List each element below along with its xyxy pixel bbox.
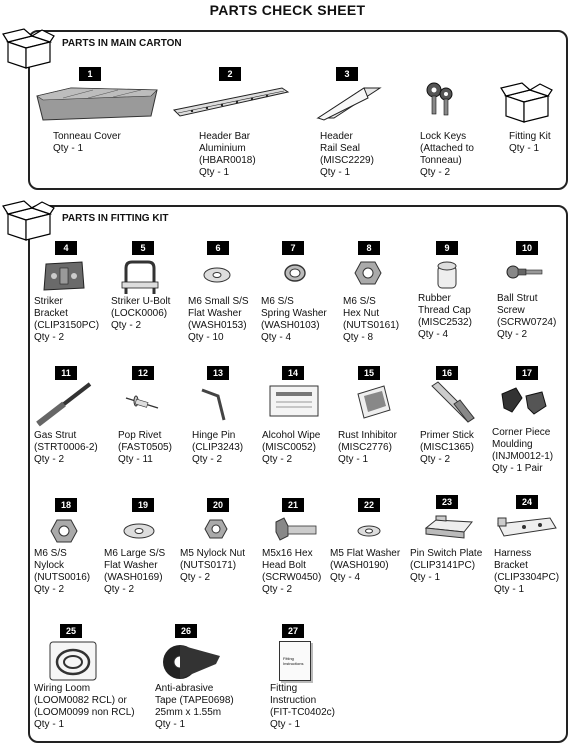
item-number-badge: 8 — [358, 241, 380, 255]
item-number-badge: 14 — [282, 366, 304, 380]
item-label: Header Rail Seal (MISC2229) Qty - 1 — [320, 131, 374, 178]
item-label: Lock Keys (Attached to Tonneau) Qty - 2 — [420, 131, 474, 178]
item-label: Primer Stick (MISC1365) Qty - 2 — [420, 430, 474, 465]
item-number-badge: 21 — [282, 498, 304, 512]
item-number-badge: 27 — [282, 624, 304, 638]
item-label: M5 Flat Washer (WASH0190) Qty - 4 — [330, 548, 401, 583]
item-number-badge: 13 — [207, 366, 229, 380]
item-label: Pin Switch Plate (CLIP3141PC) Qty - 1 — [410, 548, 483, 583]
hex-nut-icon — [354, 260, 382, 286]
item-number-badge: 23 — [436, 495, 458, 509]
item-number-badge: 25 — [60, 624, 82, 638]
thread-cap-icon — [432, 258, 462, 292]
pin-switch-plate-icon — [422, 514, 476, 542]
alcohol-wipe-icon — [268, 384, 320, 418]
item-number-badge: 17 — [516, 366, 538, 380]
fitting-kit-heading-box-icon — [2, 198, 56, 244]
instruction-sheet-label: Fitting Instructions — [283, 656, 304, 666]
item-label: Gas Strut (STRT0006-2) Qty - 2 — [34, 430, 98, 465]
nylock-nut-icon — [50, 518, 78, 544]
item-number-badge: 24 — [516, 495, 538, 509]
item-label: M6 S/S Nylock (NUTS0016) Qty - 2 — [34, 548, 91, 595]
tonneau-cover-icon — [33, 86, 161, 122]
item-label: Hinge Pin (CLIP3243) Qty - 2 — [192, 430, 244, 465]
lock-keys-icon — [422, 80, 456, 122]
large-washer-icon — [122, 522, 156, 540]
flat-washer-icon — [202, 266, 232, 284]
item-number-badge: 20 — [207, 498, 229, 512]
spring-washer-icon — [282, 262, 308, 284]
item-label: Rubber Thread Cap (MISC2532) Qty - 4 — [418, 293, 472, 340]
gas-strut-icon — [34, 380, 94, 428]
carton-box-icon — [2, 26, 56, 72]
header-bar-icon — [172, 86, 290, 120]
harness-bracket-icon — [494, 514, 558, 542]
item-label: Striker U-Bolt (LOCK0006) Qty - 2 — [111, 296, 171, 331]
m5-washer-icon — [356, 524, 382, 538]
item-number-badge: 19 — [132, 498, 154, 512]
item-number-badge: 3 — [336, 67, 358, 81]
item-label: M5x16 Hex Head Bolt (SCRW0450) Qty - 2 — [262, 548, 322, 595]
rail-seal-icon — [314, 84, 384, 122]
item-number-badge: 18 — [55, 498, 77, 512]
u-bolt-icon — [120, 258, 160, 298]
item-label: M6 S/S Hex Nut (NUTS0161) Qty - 8 — [343, 296, 400, 343]
item-number-badge: 9 — [436, 241, 458, 255]
fitting-kit-box-icon — [500, 82, 554, 124]
hex-bolt-icon — [274, 516, 318, 544]
item-label: Rust Inhibitor (MISC2776) Qty - 1 — [338, 430, 397, 465]
tape-roll-icon — [160, 640, 226, 682]
rust-inhibitor-icon — [354, 384, 394, 420]
item-number-badge: 11 — [55, 366, 77, 380]
item-label: Tonneau Cover Qty - 1 — [53, 131, 121, 154]
instruction-sheet-icon — [279, 641, 311, 681]
item-number-badge: 7 — [282, 241, 304, 255]
item-label: M6 Large S/S Flat Washer (WASH0169) Qty - 2 — [104, 548, 166, 595]
item-number-badge: 4 — [55, 241, 77, 255]
item-number-badge: 12 — [132, 366, 154, 380]
item-label: M6 Small S/S Flat Washer (WASH0153) Qty - 10 — [188, 296, 249, 343]
item-label: Corner Piece Moulding (INJM0012-1) Qty - 1 Pair — [492, 427, 554, 474]
item-number-badge: 6 — [207, 241, 229, 255]
main-carton-heading: PARTS IN MAIN CARTON — [62, 38, 182, 49]
item-label: Fitting Instruction (FIT-TC0402c) Qty - 1 — [270, 683, 336, 730]
item-number-badge: 1 — [79, 67, 101, 81]
item-number-badge: 16 — [436, 366, 458, 380]
striker-bracket-icon — [40, 260, 88, 292]
item-label: Ball Strut Screw (SCRW0724) Qty - 2 — [497, 293, 557, 340]
item-label: Pop Rivet (FAST0505) Qty - 11 — [118, 430, 172, 465]
primer-stick-icon — [428, 380, 478, 426]
item-label: Wiring Loom (LOOM0082 RCL) or (LOOM0099 non RCL) Qty - 1 — [34, 683, 135, 730]
item-number-badge: 15 — [358, 366, 380, 380]
item-label: Striker Bracket (CLIP3150PC) Qty - 2 — [34, 296, 100, 343]
pop-rivet-icon — [122, 392, 162, 414]
item-number-badge: 26 — [175, 624, 197, 638]
item-label: Anti-abrasive Tape (TAPE0698) 25mm x 1.55m Qty - 1 — [155, 683, 234, 730]
wiring-loom-icon — [48, 640, 98, 682]
fitting-kit-heading: PARTS IN FITTING KIT — [62, 213, 169, 224]
item-label: M5 Nylock Nut (NUTS0171) Qty - 2 — [180, 548, 246, 583]
item-number-badge: 2 — [219, 67, 241, 81]
hinge-pin-icon — [198, 384, 234, 424]
item-label: M6 S/S Spring Washer (WASH0103) Qty - 4 — [261, 296, 327, 343]
m5-nylock-icon — [204, 518, 228, 540]
ball-strut-screw-icon — [505, 260, 545, 284]
item-number-badge: 10 — [516, 241, 538, 255]
item-label: Alcohol Wipe (MISC0052) Qty - 2 — [262, 430, 321, 465]
item-label: Header Bar Aluminium (HBAR0018) Qty - 1 — [199, 131, 256, 178]
item-number-badge: 5 — [132, 241, 154, 255]
item-label: Harness Bracket (CLIP3304PC) Qty - 1 — [494, 548, 560, 595]
item-label: Fitting Kit Qty - 1 — [509, 131, 551, 154]
corner-piece-icon — [498, 384, 550, 418]
page-title: PARTS CHECK SHEET — [209, 2, 366, 18]
item-number-badge: 22 — [358, 498, 380, 512]
